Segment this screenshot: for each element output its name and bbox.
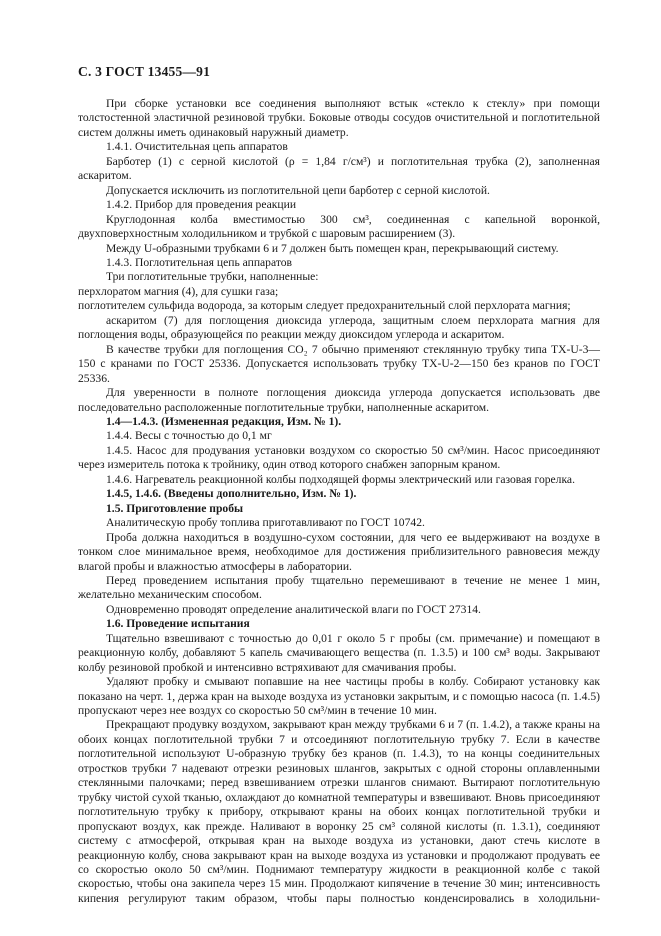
paragraph: Аналитическую пробу топлива приготавливают по ГОСТ 10742. [106,516,425,530]
paragraph: Одновременно проводят определение аналитической влаги по ГОСТ 27314. [106,602,481,616]
paragraph: Три поглотительные трубки, наполненные: [106,270,319,284]
section-heading: 1.4.4. Весы с точностью до 0,1 мг [106,429,272,443]
amendment-note: 1.4—1.4.3. (Измененная редакция, Изм. № 1). [106,414,342,428]
paragraph: Круглодонная колба вместимостью 300 см³, соединенная с капельной воронкой, двухповерхностным холодильником и трубкой с шаровым расширением (3). [78,212,600,241]
paragraph: Проба должна находиться в воздушно-сухом состоянии, для чего ее выдерживают на воздухе в тонком слое минимальное время, необходимое для достижения приблизительного равновесия между влагой пробы и влажностью атмосферы в лаборатории. [78,530,600,573]
section-heading: 1.4.3. Поглотительная цепь аппаратов [106,255,293,269]
list-item: перхлоратом магния (4), для сушки газа; [78,284,279,298]
paragraph: В качестве трубки для поглощения CO₂ 7 обычно применяют стеклянную трубку типа ТХ-U-3—150 с кранами по ГОСТ 25336. Допускается использовать трубку ТХ-U-2—150 без кранов по ГОСТ 25336. [78,342,600,385]
section-heading: 1.4.2. Прибор для проведения реакции [106,198,297,212]
list-item: аскаритом (7) для поглощения диоксида углерода, защитным слоем перхлората магния для поглощения воды, образующейся по реакции между диоксидом углерода и аскаритом. [78,313,600,342]
paragraph: Между U-образными трубками 6 и 7 должен быть помещен кран, перекрывающий систему. [106,241,559,255]
paragraph: Барботер (1) с серной кислотой (ρ = 1,84 г/см³) и поглотительная трубка (2), заполненная аскаритом. [78,154,600,183]
paragraph: Допускается исключить из поглотительной цепи барботер с серной кислотой. [106,183,490,197]
paragraph: Удаляют пробку и смывают попавшие на нее частицы пробы в колбу. Собирают установку как показано на черт. 1, держа кран на выходе воздуха из установки закрытым, и с помощью насоса (п. 1.4.5) пропускают через нее воздух со скоростью 50 см³/мин в течение 10 мин. [78,675,600,718]
section-heading: 1.4.1. Очистительная цепь аппаратов [106,140,288,154]
paragraph: Перед проведением испытания пробу тщательно перемешивают в течение не менее 1 мин, желательно механическим способом. [78,573,600,602]
document-body [78,97,600,906]
amendment-note: 1.4.5, 1.4.6. (Введены дополнительно, Изм. № 1). [106,487,357,501]
paragraph: 1.4.6. Нагреватель реакционной колбы подходящей формы электрический или газовая горелка. [106,472,575,486]
paragraph: При сборке установки все соединения выполняют встык «стекло к стеклу» при помощи толстостенной эластичной резиновой трубки. Боковые отводы сосудов очистительной и поглотительной систем должны иметь одинаковый наружный диаметр. [78,97,600,139]
section-heading: 1.5. Приготовление пробы [106,501,244,515]
paragraph: Прекращают продувку воздухом, закрывают кран между трубками 6 и 7 (п. 1.4.2), а также краны на обоих концах поглотительной трубки 7 и отсоединяют поглотительную трубку 7. Если в качестве поглотительной используют U-образную трубку без кранов (п. 1.4.3), то на концы соединительных отростков трубки 7 надевают отрезки резиновых шлангов, закрытых с одной стороны оплавленными стеклянными палочками; перед взвешиванием отрезки шлангов снимают. Вытирают поглотительную трубку чистой сухой тканью, охлаждают до комнатной температуры и взвешивают. Вновь присоединяют поглотительную трубку к прибору, открывают краны на обоих концах поглотительной трубки и пропускают воздух, как прежде. Наливают в воронку 25 см³ соляной кислоты (п. 1.3.1), соединяют систему с атмосферой, открывая кран на выходе воздуха из установки, дают стечь кислоте в реакционную колбу, снова закрывают кран на выходе воздуха из установки и продолжают продувать ее со скоростью около 50 см³/мин. Поднимают температуру жидкости в реакционной колбе с такой скоростью, чтобы она закипела через 15 мин. Продолжают кипячение в течение 30 мин; интенсивность кипения регулируют таким образом, чтобы пары полностью конденсировались в холодильни- [78,718,600,905]
list-item: поглотителем сульфида водорода, за которым следует предохранительный слой перхлората магния; [78,299,571,313]
section-heading: 1.6. Проведение испытания [106,617,250,631]
paragraph: 1.4.5. Насос для продувания установки воздухом со скоростью 50 см³/мин. Насос присоединяют через измеритель потока к тройнику, один отвод которого снабжен запорным краном. [78,443,600,472]
paragraph: Для уверенности в полноте поглощения диоксида углерода допускается использовать две последовательно расположенные поглотительные трубки, наполненные аскаритом. [78,386,600,414]
paragraph: Тщательно взвешивают с точностью до 0,01 г около 5 г пробы (см. примечание) и помещают в реакционную колбу, добавляют 5 капель смачивающего вещества (п. 1.3.5) и 100 см³ воды. Закрывают колбу резиновой пробкой и интенсивно встряхивают для смачивания пробы. [78,631,600,674]
page-header: С. 3 ГОСТ 13455—91 [78,64,211,79]
